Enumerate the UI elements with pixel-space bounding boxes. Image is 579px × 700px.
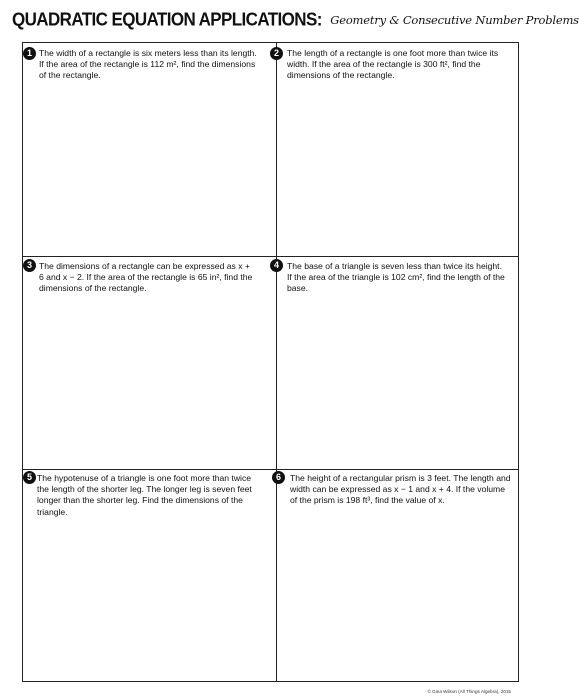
problem-number-badge: 6 — [272, 471, 285, 484]
copyright-footer: © Gina Wilson (All Things Algebra), 2015 — [427, 689, 511, 694]
problem-number-badge: 1 — [23, 47, 36, 60]
problem-6 — [290, 473, 512, 507]
problem-2 — [287, 48, 509, 82]
problem-number-badge: 5 — [23, 471, 36, 484]
grid-divider-horizontal — [23, 256, 518, 257]
problem-grid — [22, 42, 519, 682]
problem-4 — [287, 261, 509, 295]
problem-3 — [39, 261, 253, 295]
problem-text: The height of a rectangular prism is 3 feet. The length and width can be expressed as x − 1 and x + 4. If the volume of the prism is 198 ft³, find the value of x. — [290, 473, 511, 506]
problem-number-badge: 3 — [23, 259, 36, 272]
problem-1 — [39, 48, 261, 82]
grid-divider-horizontal — [23, 469, 518, 470]
problem-text: The base of a triangle is seven less than twice its height. If the area of the triangle is 102 cm², find the length of the base. — [287, 261, 505, 294]
worksheet-header — [12, 9, 579, 42]
problem-text: The length of a rectangle is one foot more than twice its width. If the area of the rectangle is 300 ft², find the dimensions of the rectangle. — [287, 48, 499, 81]
problem-5 — [37, 473, 259, 518]
problem-number-badge: 2 — [270, 47, 283, 60]
problem-text: The dimensions of a rectangle can be expressed as x + 6 and x − 2. If the area of the rectangle is 65 in², find the dimensions of the rectangle. — [39, 261, 253, 294]
problem-text: The hypotenuse of a triangle is one foot more than twice the length of the shorter leg. The longer leg is seven feet longer than the shorter leg. Find the dimensions of the triangle. — [37, 473, 252, 517]
grid-divider-vertical — [276, 43, 277, 681]
problem-number-badge: 4 — [270, 259, 283, 272]
worksheet-subtitle: Geometry & Consecutive Number Problems — [330, 13, 579, 27]
worksheet-title: QUADRATIC EQUATION APPLICATIONS: — [12, 9, 322, 30]
problem-text: The width of a rectangle is six meters less than its length. If the area of the rectangle is 112 m², find the dimensions of the rectangle. — [39, 48, 257, 81]
